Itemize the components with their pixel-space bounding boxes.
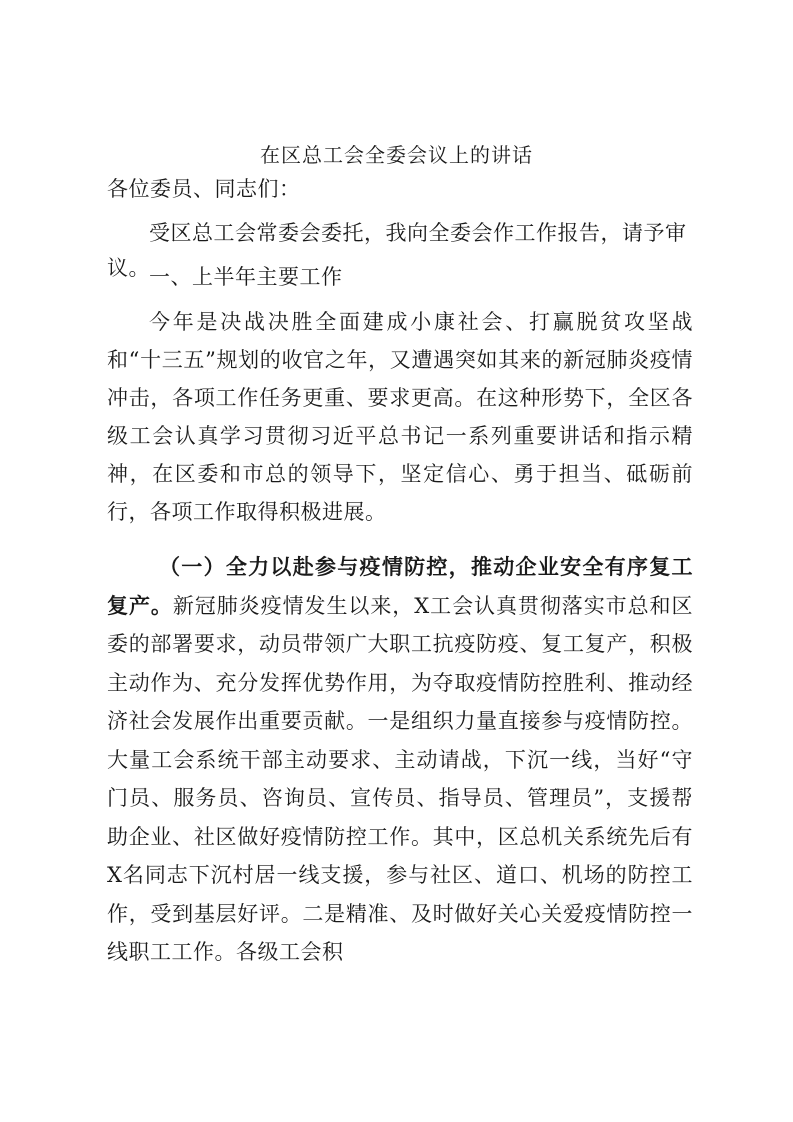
document-title: 在区总工会全委会议上的讲话 (260, 143, 533, 167)
section-heading: 一、上半年主要工作 (149, 265, 343, 289)
intro-paragraph: 受区总工会常委会委托，我向全委会作工作报告，请予审议。 (107, 221, 687, 280)
salutation: 各位委员、同志们： (107, 177, 301, 201)
overview-paragraph: 今年是决战决胜全面建成小康社会、打赢脱贫攻坚战和“十三五”规划的收官之年，又遭遇突如其来的新冠肺炎疫情冲击，各项工作任务更重、要求更高。在这种形势下，全区各级工会认真学习贯彻习近平总书记一系列重要讲话和指示精神，在区委和市总的领导下，坚定信心、勇于担当、砥砺前行，各项工作取得积极进展。 (107, 310, 693, 524)
subsection-heading: （一）全力以赴参与疫情防控，推动企业安全有序复工复产。 (107, 554, 693, 618)
subsection-body: 新冠肺炎疫情发生以来，X工会认真贯彻落实市总和区委的部署要求，动员带领广大职工抗疫防疫、复工复产，积极主动作为、充分发挥优势作用，为夺取疫情防控胜利、推动经济社会发展作出重要贡献。一是组织力量直接参与疫情防控。大量工会系统干部主动要求、主动请战，下沉一线，当好“守门员、服务员、咨询员、宣传员、指导员、管理员”，支援帮助企业、社区做好疫情防控工作。其中，区总机关系统先后有X名同志下沉村居一线支援，参与社区、道口、机场的防控工作，受到基层好评。二是精准、及时做好关心关爱疫情防控一线职工工作。各级工会积 (107, 593, 694, 964)
subsection-paragraph (107, 548, 693, 972)
